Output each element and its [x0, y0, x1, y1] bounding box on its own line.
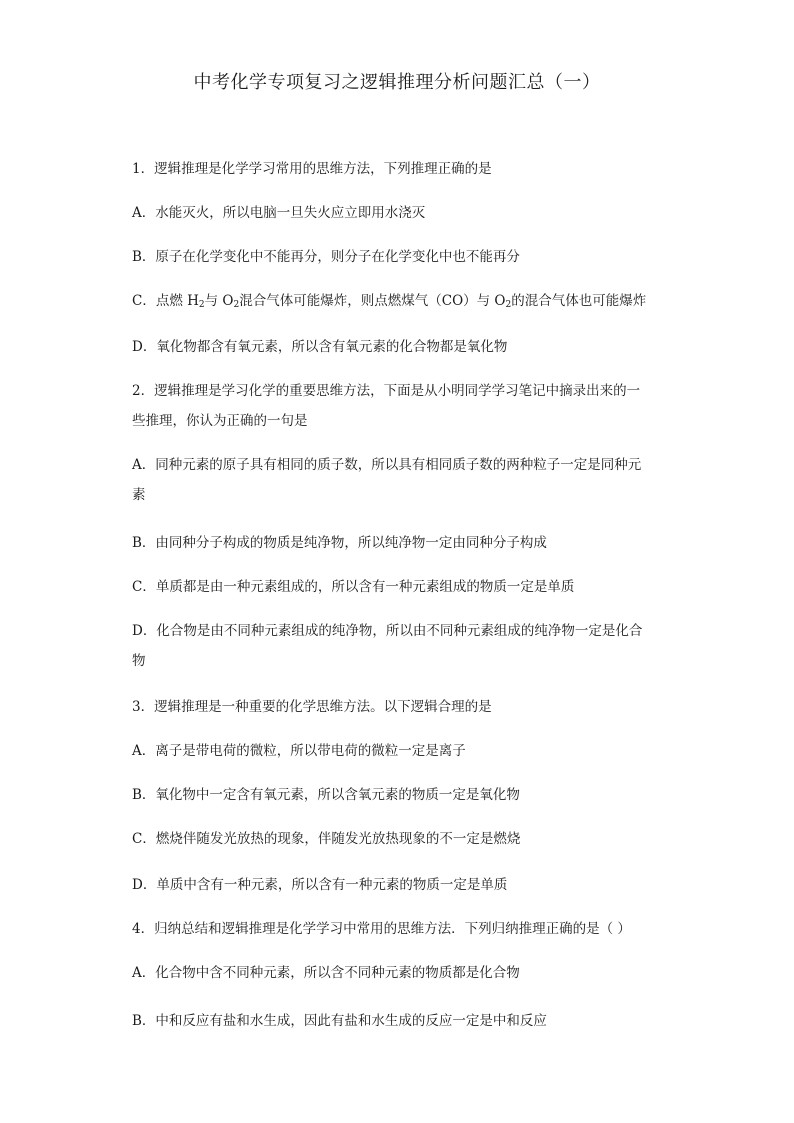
option-c-text-3: 混合气体可能爆炸，则点燃煤气（CO）与 O: [239, 293, 506, 309]
question-3-option-c: C．燃烧伴随发光放热的现象，伴随发光放热现象的不一定是燃烧: [132, 831, 521, 847]
subscript-2: 2: [505, 300, 512, 310]
question-2-stem-line-1: 2．逻辑推理是学习化学的重要思维方法，下面是从小明同学学习笔记中摘录出来的一: [132, 383, 641, 399]
document-title: 中考化学专项复习之逻辑推理分析问题汇总（一）: [193, 72, 601, 93]
question-3-option-b: B．氧化物中一定含有氧元素，所以含氧元素的物质一定是氧化物: [132, 787, 520, 803]
question-2-option-a-line-1: A．同种元素的原子具有相同的质子数，所以具有相同质子数的两种粒子一定是同种元: [132, 457, 642, 473]
subscript-2: 2: [233, 300, 240, 310]
question-4-option-b: B．中和反应有盐和水生成，因此有盐和水生成的反应一定是中和反应: [132, 1013, 547, 1029]
question-2-option-d-line-1: D．化合物是由不同种元素组成的纯净物，所以由不同种元素组成的纯净物一定是化合: [132, 623, 643, 639]
option-c-text-1: C．点燃 H: [132, 293, 199, 309]
question-3-stem: 3．逻辑推理是一种重要的化学思维方法。以下逻辑合理的是: [132, 699, 492, 715]
question-3-option-a: A．离子是带电荷的微粒，所以带电荷的微粒一定是离子: [132, 743, 466, 759]
subscript-2: 2: [198, 300, 205, 310]
question-1-stem: 1．逻辑推理是化学学习常用的思维方法，下列推理正确的是: [132, 161, 492, 177]
question-2-option-d-line-2: 物: [132, 653, 146, 669]
question-2-stem-line-2: 些推理，你认为正确的一句是: [132, 413, 308, 429]
question-3-option-d: D．单质中含有一种元素，所以含有一种元素的物质一定是单质: [132, 877, 508, 893]
option-c-text-4: 的混合气体也可能爆炸: [511, 293, 647, 309]
question-4-option-a: A．化合物中含不同种元素，所以含不同种元素的物质都是化合物: [132, 965, 520, 981]
question-4-stem: 4．归纳总结和逻辑推理是化学学习中常用的思维方法．下列归纳推理正确的是（ ）: [132, 921, 631, 937]
question-2-option-a-line-2: 素: [132, 487, 146, 503]
question-1-option-c: [132, 292, 672, 310]
question-2-option-c: C．单质都是由一种元素组成的，所以含有一种元素组成的物质一定是单质: [132, 579, 575, 595]
question-1-option-b: B．原子在化学变化中不能再分，则分子在化学变化中也不能再分: [132, 249, 520, 265]
question-1-option-a: A．水能灭火，所以电脑一旦失火应立即用水浇灭: [132, 205, 426, 221]
option-c-text-2: 与 O: [204, 293, 234, 309]
question-2-option-b: B．由同种分子构成的物质是纯净物，所以纯净物一定由同种分子构成: [132, 535, 547, 551]
question-1-option-d: D．氧化物都含有氧元素，所以含有氧元素的化合物都是氧化物: [132, 339, 508, 355]
